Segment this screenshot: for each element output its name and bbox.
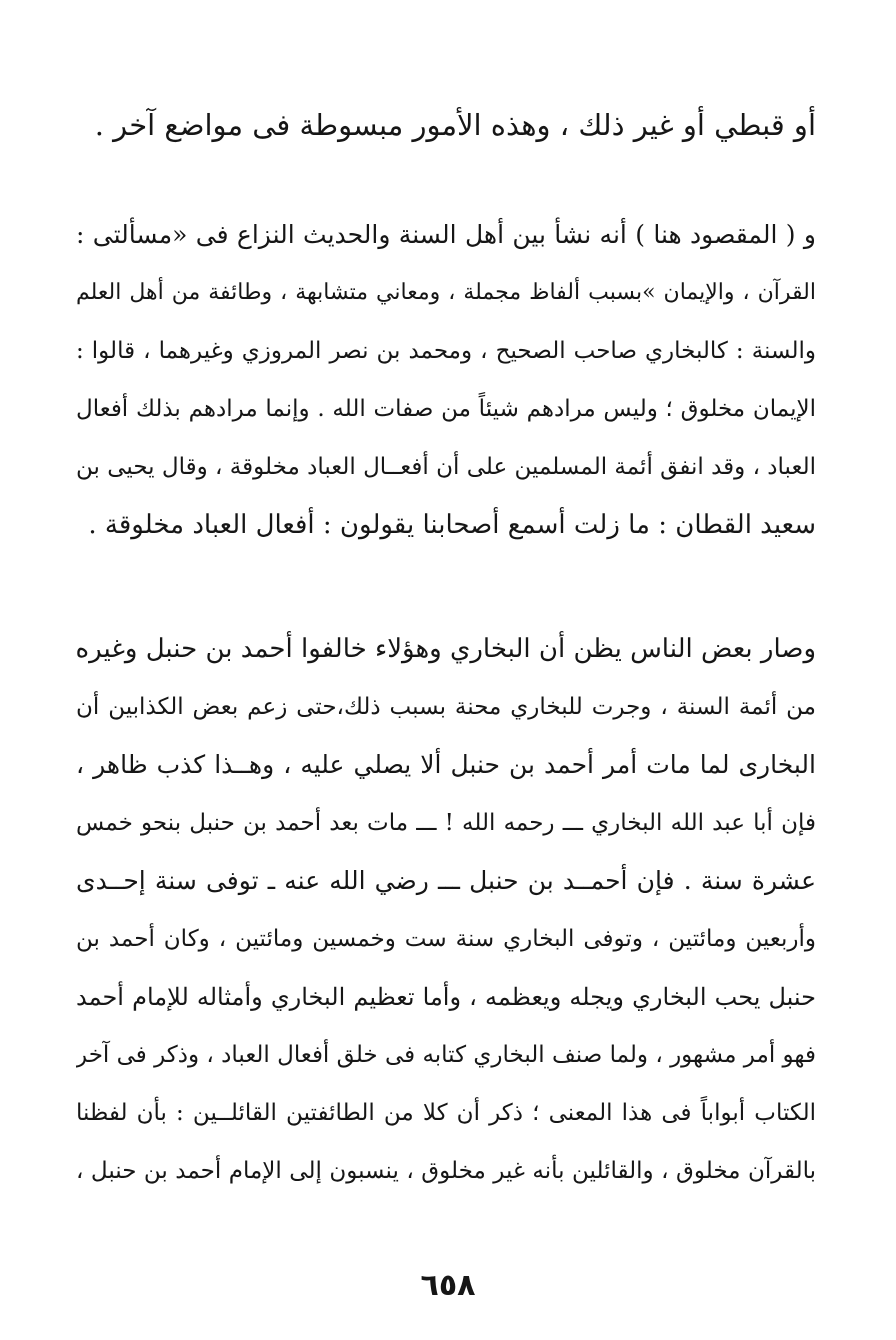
text-line: أو قبطي أو غير ذلك ، وهذه الأمور مبسوطة فى مواضع آخر . [94,108,816,142]
page-number: ٦٥٨ [420,1268,476,1303]
text-line: و ( المقصود هنا ) أنه نشأ بين أهل السنة والحديث النزاع فى «مسألتى : [76,220,816,249]
text-line: وصار بعض الناس يظن أن البخاري وهؤلاء خالفوا أحمد بن حنبل وغيره [76,634,816,664]
paragraph-1 [76,96,816,154]
text-line: الكتاب أبواباً فى هذا المعنى ؛ ذكر أن كلا من الطائفتين القائلــين : بأن لفظنا [76,1100,816,1126]
text-line: فهو أمر مشهور ، ولما صنف البخاري كتابه فى خلق أفعال العباد ، وذكر فى آخر [76,1042,816,1068]
text-line: البخارى لما مات أمر أحمد بن حنبل ألا يصلي عليه ، وهــذا كذب ظاهر ، [76,750,816,779]
text-line: الإيمان مخلوق ؛ وليس مرادهم شيئاً من صفات الله . وإنما مرادهم بذلك أفعال [76,396,816,422]
text-line: عشرة سنة . فإن أحمــد بن حنبل ـــ رضي الله عنه ـ توفى سنة إحــدى [76,866,816,895]
text-line: سعيد القطان : ما زلت أسمع أصحابنا يقولون : أفعال العباد مخلوقة . [88,510,816,540]
text-line: القرآن ، والإيمان »بسبب ألفاظ مجملة ، ومعاني متشابهة ، وطائفة من أهل العلم [76,280,816,305]
text-line: والسنة : كالبخاري صاحب الصحيح ، ومحمد بن نصر المروزي وغيرهما ، قالوا : [76,338,816,364]
paragraph-2 [76,206,816,554]
text-line: العباد ، وقد انفق أئمة المسلمين على أن أفعــال العباد مخلوقة ، وقال يحيى بن [76,454,816,480]
text-line: من أئمة السنة ، وجرت للبخاري محنة بسبب ذلك،حتى زعم بعض الكذابين أن [76,694,816,720]
text-line: فإن أبا عبد الله البخاري ـــ رحمه الله ! ـــ مات بعد أحمد بن حنبل بنحو خمس [76,810,816,836]
paragraph-3 [76,620,816,1200]
text-line: بالقرآن مخلوق ، والقائلين بأنه غير مخلوق ، ينسبون إلى الإمام أحمد بن حنبل ، [76,1158,816,1184]
text-line: وأربعين ومائتين ، وتوفى البخاري سنة ست وخمسين ومائتين ، وكان أحمد بن [76,926,816,952]
text-line: حنبل يحب البخاري ويجله ويعظمه ، وأما تعظيم البخاري وأمثاله للإمام أحمد [76,983,816,1011]
